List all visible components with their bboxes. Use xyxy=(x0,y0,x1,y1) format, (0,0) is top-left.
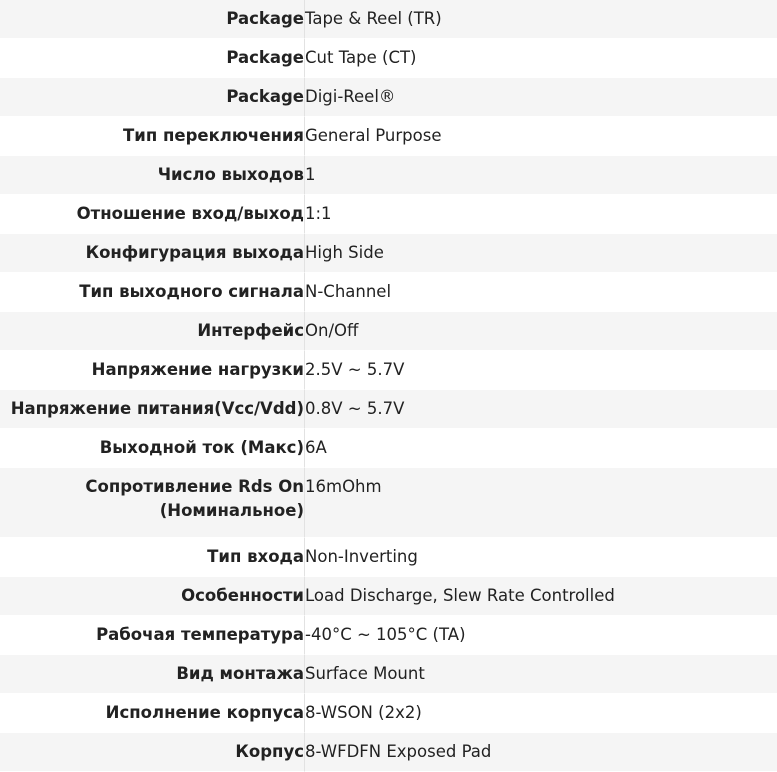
spec-label: Особенности xyxy=(0,577,305,616)
spec-row-load-voltage xyxy=(0,351,777,390)
spec-row-outputs xyxy=(0,156,777,195)
spec-label: Напряжение нагрузки xyxy=(0,351,305,390)
spec-label: Конфигурация выхода xyxy=(0,234,305,273)
spec-label: Рабочая температура xyxy=(0,616,305,655)
spec-label: Тип переключения xyxy=(0,117,305,156)
spec-row-switch-type xyxy=(0,117,777,156)
spec-row-interface xyxy=(0,312,777,351)
spec-row-supplier-package xyxy=(0,694,777,733)
spec-row-ratio xyxy=(0,195,777,234)
spec-row-input-type xyxy=(0,538,777,577)
spec-value: Load Discharge, Slew Rate Controlled xyxy=(305,577,777,616)
spec-label: Число выходов xyxy=(0,156,305,195)
spec-label: Отношение вход/выход xyxy=(0,195,305,234)
spec-value: Cut Tape (CT) xyxy=(305,39,777,78)
spec-row-package-digireel xyxy=(0,78,777,117)
spec-value: Surface Mount xyxy=(305,655,777,694)
spec-value: 6A xyxy=(305,429,777,468)
spec-value: Non-Inverting xyxy=(305,538,777,577)
spec-value: 1 xyxy=(305,156,777,195)
spec-value: On/Off xyxy=(305,312,777,351)
spec-label: Package xyxy=(0,78,305,117)
spec-row-supply-voltage xyxy=(0,390,777,429)
spec-value: 0.8V ~ 5.7V xyxy=(305,390,777,429)
spec-label: Package xyxy=(0,39,305,78)
spec-label: Тип входа xyxy=(0,538,305,577)
spec-value: Tape & Reel (TR) xyxy=(305,0,777,39)
spec-row-output-config xyxy=(0,234,777,273)
spec-value: -40°C ~ 105°C (TA) xyxy=(305,616,777,655)
spec-row-package-ct xyxy=(0,39,777,78)
spec-row-output-type xyxy=(0,273,777,312)
spec-value: High Side xyxy=(305,234,777,273)
spec-value: General Purpose xyxy=(305,117,777,156)
spec-label: Корпус xyxy=(0,733,305,772)
spec-label: Выходной ток (Макс) xyxy=(0,429,305,468)
spec-value: 1:1 xyxy=(305,195,777,234)
spec-label: Package xyxy=(0,0,305,39)
spec-value: 16mOhm xyxy=(305,468,777,538)
spec-label: Вид монтажа xyxy=(0,655,305,694)
spec-label: Напряжение питания(Vcc/Vdd) xyxy=(0,390,305,429)
spec-label: Сопротивление Rds On (Номинальное) xyxy=(0,468,305,538)
spec-value: 2.5V ~ 5.7V xyxy=(305,351,777,390)
spec-row-operating-temp xyxy=(0,616,777,655)
spec-row-features xyxy=(0,577,777,616)
spec-row-output-current xyxy=(0,429,777,468)
spec-label: Тип выходного сигнала xyxy=(0,273,305,312)
spec-row-case xyxy=(0,733,777,772)
spec-label: Интерфейс xyxy=(0,312,305,351)
spec-value: 8-WSON (2x2) xyxy=(305,694,777,733)
spec-row-rds-on xyxy=(0,468,777,538)
spec-value: N-Channel xyxy=(305,273,777,312)
spec-row-mounting xyxy=(0,655,777,694)
spec-label: Исполнение корпуса xyxy=(0,694,305,733)
spec-row-package-tr xyxy=(0,0,777,39)
spec-value: 8-WFDFN Exposed Pad xyxy=(305,733,777,772)
spec-value: Digi-Reel® xyxy=(305,78,777,117)
